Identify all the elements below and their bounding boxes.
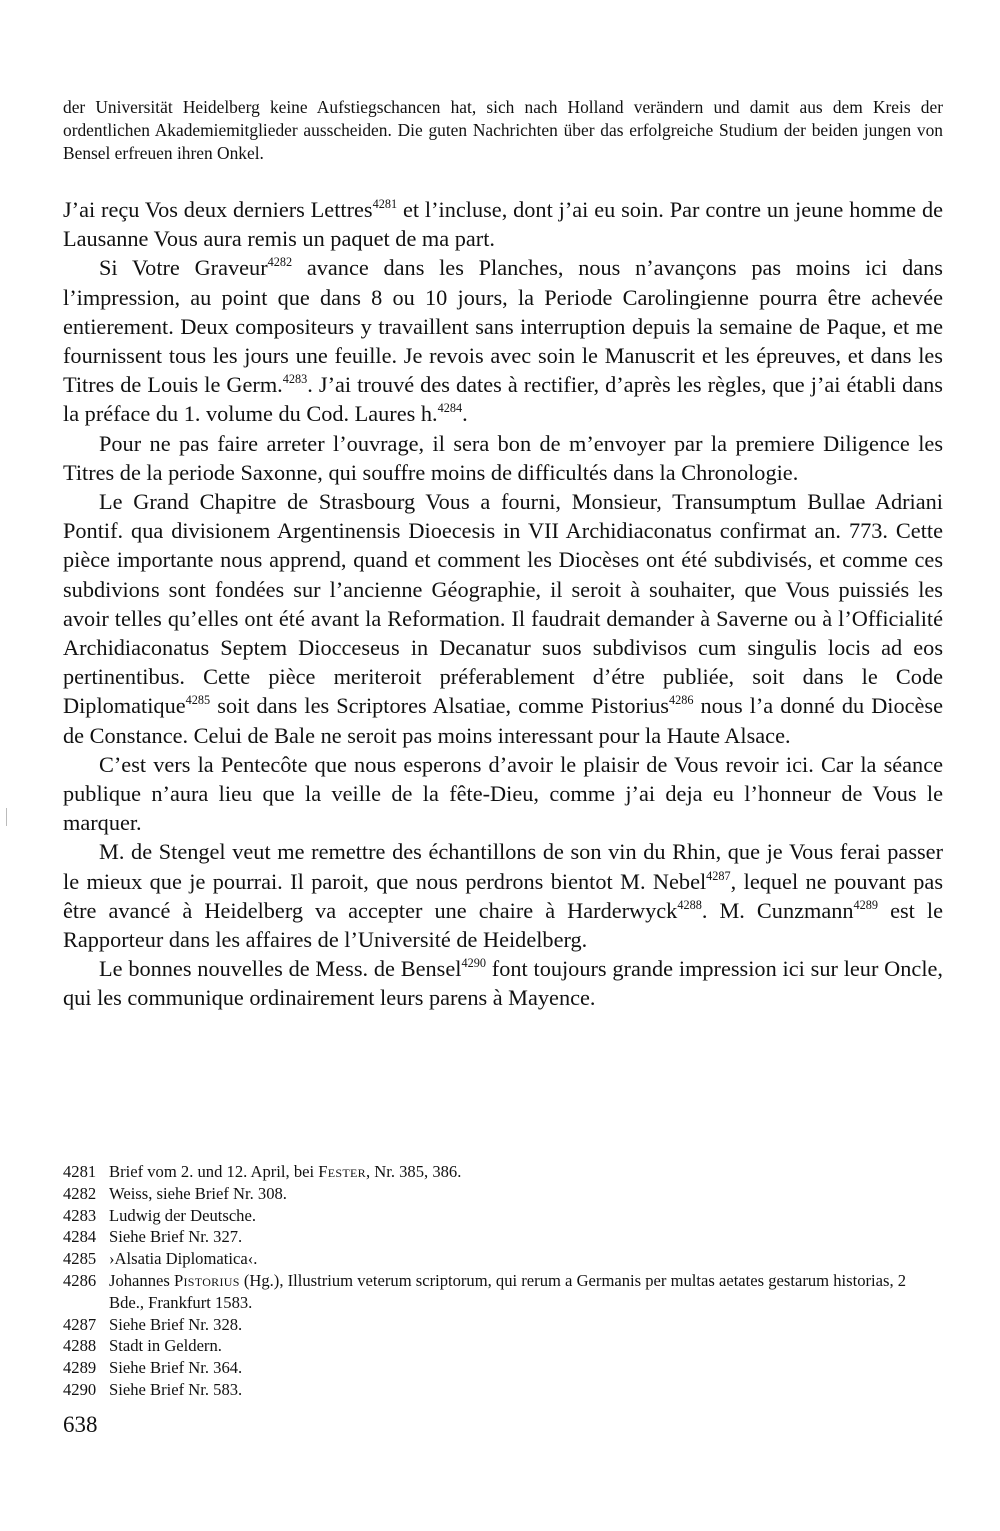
footnote-number: 4281 (63, 1162, 97, 1181)
footnote (63, 1357, 943, 1379)
footnote-text: Siehe Brief Nr. 364. (109, 1358, 243, 1378)
text-run: avance dans les Planches, nous n’avançons pas moins ici dans l’impression, au point que dans 8 ou 10 jours, la Periode Carolingienne pourra être achevée entierement. Deux compositeurs y travaillent sans interruption depuis la semaine de Paque, et me fournissent tous les jours une feuille. Je revois avec soin le Manuscrit et les épreuves, et dans les Titres de Louis le Germ. (63, 255, 943, 398)
footnote (63, 1161, 943, 1183)
letter-paragraph-1 (63, 195, 943, 253)
text-run: , lequel ne pouvant pas être avancé à Heidelberg va accepter une chaire à Harderwyck (63, 868, 943, 923)
footnote-ref-4286[interactable]: 4286 (668, 693, 694, 708)
text-run: Le bonnes nouvelles de Mess. de Bensel (99, 956, 462, 982)
footnote-text: Ludwig der Deutsche. (109, 1205, 256, 1225)
footnote-number: 4287 (63, 1314, 97, 1334)
footnote-ref-4290[interactable]: 4290 (461, 956, 486, 971)
author-name: Fester (318, 1162, 366, 1181)
text-run: , Nr. 385, 386. (365, 1162, 462, 1181)
footnote-ref-4281[interactable]: 4281 (372, 196, 398, 211)
footnote-number: 4289 (63, 1358, 97, 1378)
text-run: Le Grand Chapitre de Strasbourg Vous a fourni, Monsieur, Transumptum Bullae Adriani Pontif. qua divisionem Argentinensis Dioecesis in VII Archidiaconatus confirmat an. 773. Cette pièce importante nous apprend, quand et comment les Diocèses ont été subdivisés, et comme ces subdivions sont fondées sur l’ancienne Géographie, il seroit à souhaiter, que Vous puissiés les avoir telles qu’elles ont été avant la Reformation. Il faudrait demander à Saverne ou à l’Officialité Archidiaconatus Septem Diocceseus in Decanatur suos subdivisos cum singulis locis ad eos pertinentibus. Cette pièce meriteroit préferablement d’étre publiée, soit dans le Code Diplomatique (63, 489, 943, 719)
footnote-ref-4284[interactable]: 4284 (437, 401, 463, 416)
author-name: Pistorius (173, 1270, 240, 1290)
footnote-number: 4290 (63, 1379, 97, 1399)
text-run: . M. Cunzmann (701, 897, 854, 923)
text-run: font toujours grande impression ici sur leur Oncle, qui les communique ordinairement leurs parens à Mayence. (63, 956, 943, 1011)
text-run: . J’ai trouvé des dates à rectifier, d’après les règles, que j’ai établi dans la préface du 1. volume du Cod. Laures h. (63, 372, 943, 427)
footnote-ref-4288[interactable]: 4288 (677, 897, 702, 912)
text-run: et l’incluse, dont j’ai eu soin. Par contre un jeune homme de Lausanne Vous aura remis un paquet de ma part. (63, 197, 943, 252)
footnote-text: Stadt in Geldern. (109, 1336, 222, 1356)
footnote (63, 1205, 943, 1227)
footnote-text (109, 1161, 943, 1183)
footnote (63, 1379, 943, 1401)
footnote-ref-4289[interactable]: 4289 (853, 897, 879, 912)
text-run: soit dans les Scriptores Alsatiae, comme Pistorius (210, 693, 669, 719)
footnote-number: 4283 (63, 1205, 97, 1225)
footnote (63, 1314, 943, 1336)
german-summary: der Universität Heidelberg keine Aufstiegschancen hat, sich nach Holland verändern und damit aus dem Kreis der ordentlichen Akademiemitglieder ausscheiden. Die guten Nachrichten über das erfolgreiche Studium der beiden jungen von Bensel erfreuen ihren Onkel. (63, 97, 943, 163)
footnote-ref-4285[interactable]: 4285 (185, 693, 211, 708)
footnote-ref-4283[interactable]: 4283 (282, 372, 308, 387)
footnote-text: Siehe Brief Nr. 328. (109, 1314, 243, 1334)
letter-paragraph-4 (63, 487, 943, 750)
footnote (63, 1248, 943, 1270)
footnote (63, 1226, 943, 1248)
footnotes (63, 1161, 943, 1401)
footnote-number: 4282 (63, 1183, 97, 1203)
footnote (63, 1183, 943, 1205)
letter-paragraph-2 (63, 253, 943, 428)
footnote-number: 4288 (63, 1336, 97, 1356)
footnote-text: ›Alsatia Diplomatica‹. (109, 1249, 258, 1269)
text-run: (Hg.), Illustrium veterum scriptorum, qui rerum a Germanis per multas aetates gestarum historias, 2 Bde., Frankfurt 1583. (109, 1270, 907, 1312)
text-run: . (462, 401, 468, 427)
footnote (63, 1270, 943, 1314)
letter-paragraph-7 (63, 954, 943, 1012)
text-run: J’ai reçu Vos deux derniers Lettres (63, 197, 373, 222)
text-run: Brief vom 2. und 12. April, bei (109, 1162, 319, 1181)
footnote-ref-4282[interactable]: 4282 (267, 255, 293, 270)
footnote-text: Weiss, siehe Brief Nr. 308. (109, 1183, 287, 1203)
footnote (63, 1335, 943, 1357)
footnote-text: Siehe Brief Nr. 327. (109, 1227, 243, 1247)
footnote-text (109, 1270, 943, 1314)
footnote-number: 4285 (63, 1249, 97, 1269)
text-run: Johannes (109, 1270, 174, 1290)
letter-paragraph-6 (63, 837, 943, 954)
text-run: Si Votre Graveur (99, 255, 268, 281)
footnote-text: Siehe Brief Nr. 583. (109, 1379, 243, 1399)
letter-body (63, 195, 943, 1013)
text-run: M. de Stengel veut me remettre des échantillons de son vin du Rhin, que je Vous ferai passer le mieux que je pourrai. Il paroit, que nous perdrons bientot M. Nebel (63, 839, 943, 894)
page-number: 638 (63, 1412, 98, 1437)
text-run: nous l’a donné du Diocèse de Constance. Celui de Bale ne seroit pas moins interessant pour la Haute Alsace. (63, 693, 944, 748)
letter-paragraph-5: C’est vers la Pentecôte que nous esperons d’avoir le plaisir de Vous revoir ici. Car la séance publique n’aura lieu que la veille de la fête-Dieu, comme j’ai deja eu l’honneur de Vous le marquer. (63, 751, 943, 836)
margin-mark (6, 808, 7, 826)
footnote-number: 4286 (63, 1270, 97, 1290)
text-run: est le Rapporteur dans les affaires de l’Université de Heidelberg. (63, 897, 943, 953)
footnote-ref-4287[interactable]: 4287 (706, 868, 731, 883)
letter-paragraph-3: Pour ne pas faire arreter l’ouvrage, il sera bon de m’envoyer par la premiere Diligence les Titres de la periode Saxonne, qui souffre moins de difficultés dans la Chronologie. (63, 430, 943, 485)
footnote-number: 4284 (63, 1227, 97, 1247)
